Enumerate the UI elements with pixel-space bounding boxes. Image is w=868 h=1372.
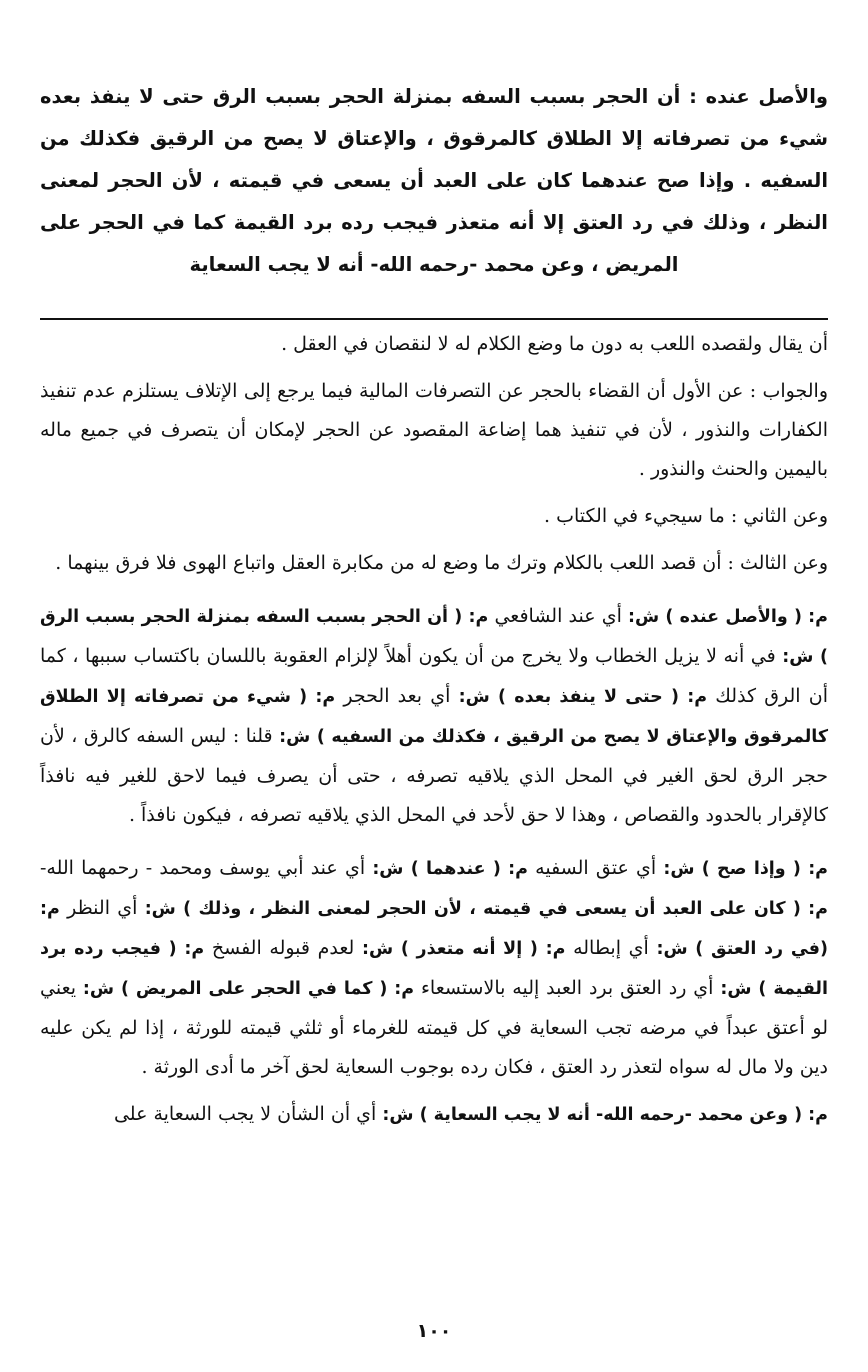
sharh-text: لعدم قبوله الفسخ	[204, 937, 362, 959]
sharh-text: أي رد العتق برد العبد إليه بالاستسعاء	[414, 977, 721, 999]
sharh-text: يعني لو أعتق عبداً في مرضه تجب السعاية في كل قيمته للغرماء أو ثلثي قيمته للورثة ، إذا لم يكن عليه دين ولا مال له سواه لتعذر رد العتق ، فكان رده بوجوب السعاية لحق آخر ما أدى الورثة .	[40, 977, 828, 1078]
matn-quote: م: (في رد العتق ) ش:	[40, 899, 828, 959]
matn-text: والأصل عنده : أن الحجر بسبب السفه بمنزلة الحجر بسبب الرق حتى لا ينفذ بعده شيء من تصرفاته إلا الطلاق كالمرقوق ، والإعتاق لا يصح من الرقيق فكذلك من السفيه . وإذا صح عندهما كان على العبد أن يسعى في قيمته ، لأن الحجر لمعنى النظر ، وذلك في رد العتق إلا أنه متعذر فيجب رده برد القيمة كما في الحجر على المريض ، وعن محمد -رحمه الله- أنه لا يجب السعاية	[40, 85, 828, 276]
matn-quote: م: ( وعن محمد -رحمه الله- أنه لا يجب السعاية ) ش:	[382, 1105, 828, 1125]
commentary-paragraph-4: وعن الثالث : أن قصد اللعب بالكلام وترك ما وضع له من مكابرة العقل واتباع الهوى فلا فرق بينهما .	[55, 552, 828, 574]
matn-quote: م: ( حتى لا ينفذ بعده ) ش:	[458, 687, 708, 707]
sharh-text: أي عند الشافعي	[488, 605, 629, 627]
sharh-text: قلنا : ليس السفه كالرق ، لأن حجر الرق لحق الغير في المحل الذي يلاقيه تصرفه ، حتى أن يصرف فيما لاحق للغير فيه نافذاً كالإقرار بالحدود والقصاص ، وهذا لا حق لأحد في المحل الذي يلاقيه تصرفه ، فيكون نافذاً .	[40, 725, 828, 826]
matn-quote: م: ( إلا أنه متعذر ) ش:	[362, 939, 566, 959]
commentary-paragraph-5	[40, 597, 828, 835]
commentary-paragraph-1: أن يقال ولقصده اللعب به دون ما وضع الكلام له لا لنقصان في العقل .	[281, 333, 828, 355]
matn-quote: م: ( فيجب رده برد القيمة ) ش:	[40, 939, 828, 999]
matn-quote: م: ( عندهما ) ش:	[372, 859, 528, 879]
matn-quote: م: ( كما في الحجر على المريض ) ش:	[82, 979, 415, 999]
page-number: ١٠٠	[416, 1320, 452, 1342]
commentary-paragraph-2: والجواب : عن الأول أن القضاء بالحجر عن التصرفات المالية فيما يرجع إلى الإتلاف يستلزم عدم تنفيذ الكفارات والنذور ، لأن في تنفيذ هما إضاعة المقصود عن الحجر لإمكان أن يتصرف في جميع ماله باليمين والحنث والنذور .	[40, 380, 828, 480]
matn-quote: م: ( أن الحجر بسبب السفه بمنزلة الحجر بسبب الرق ) ش:	[40, 607, 828, 667]
separator-line	[40, 318, 828, 320]
commentary-paragraph-6	[40, 849, 828, 1087]
sharh-text: في أنه لا يزيل الخطاب ولا يخرج من أن يكون أهلاً لإلزام العقوبة باللسان باكتساب سببها ، كما أن الرق كذلك	[40, 645, 828, 707]
sharh-text: أي عتق السفيه	[527, 857, 664, 879]
sharh-text: أي إبطاله	[565, 937, 657, 959]
matn-quote: م: ( وإذا صح ) ش:	[663, 859, 829, 879]
sharh-text: أي بعد الحجر	[335, 685, 459, 707]
commentary-block	[40, 325, 828, 1143]
sharh-text: أي النظر	[59, 897, 145, 919]
matn-quote: م: ( شيء من تصرفاته إلا الطلاق كالمرقوق والإعتاق لا يصح من الرقيق ، فكذلك من السفيه ) ش:	[40, 687, 829, 747]
sharh-text: أي أن الشأن لا يجب السعاية على	[113, 1103, 383, 1125]
matn-quote: م: ( كان على العبد أن يسعى في قيمته ، لأن الحجر لمعنى النظر ، وذلك ) ش:	[144, 899, 828, 919]
commentary-paragraph-7	[40, 1095, 828, 1135]
matn-quote: م: ( والأصل عنده ) ش:	[628, 607, 829, 627]
sharh-text: أي عند أبي يوسف ومحمد - رحمهما الله-	[40, 857, 373, 879]
commentary-paragraph-3: وعن الثاني : ما سيجيء في الكتاب .	[544, 505, 828, 527]
